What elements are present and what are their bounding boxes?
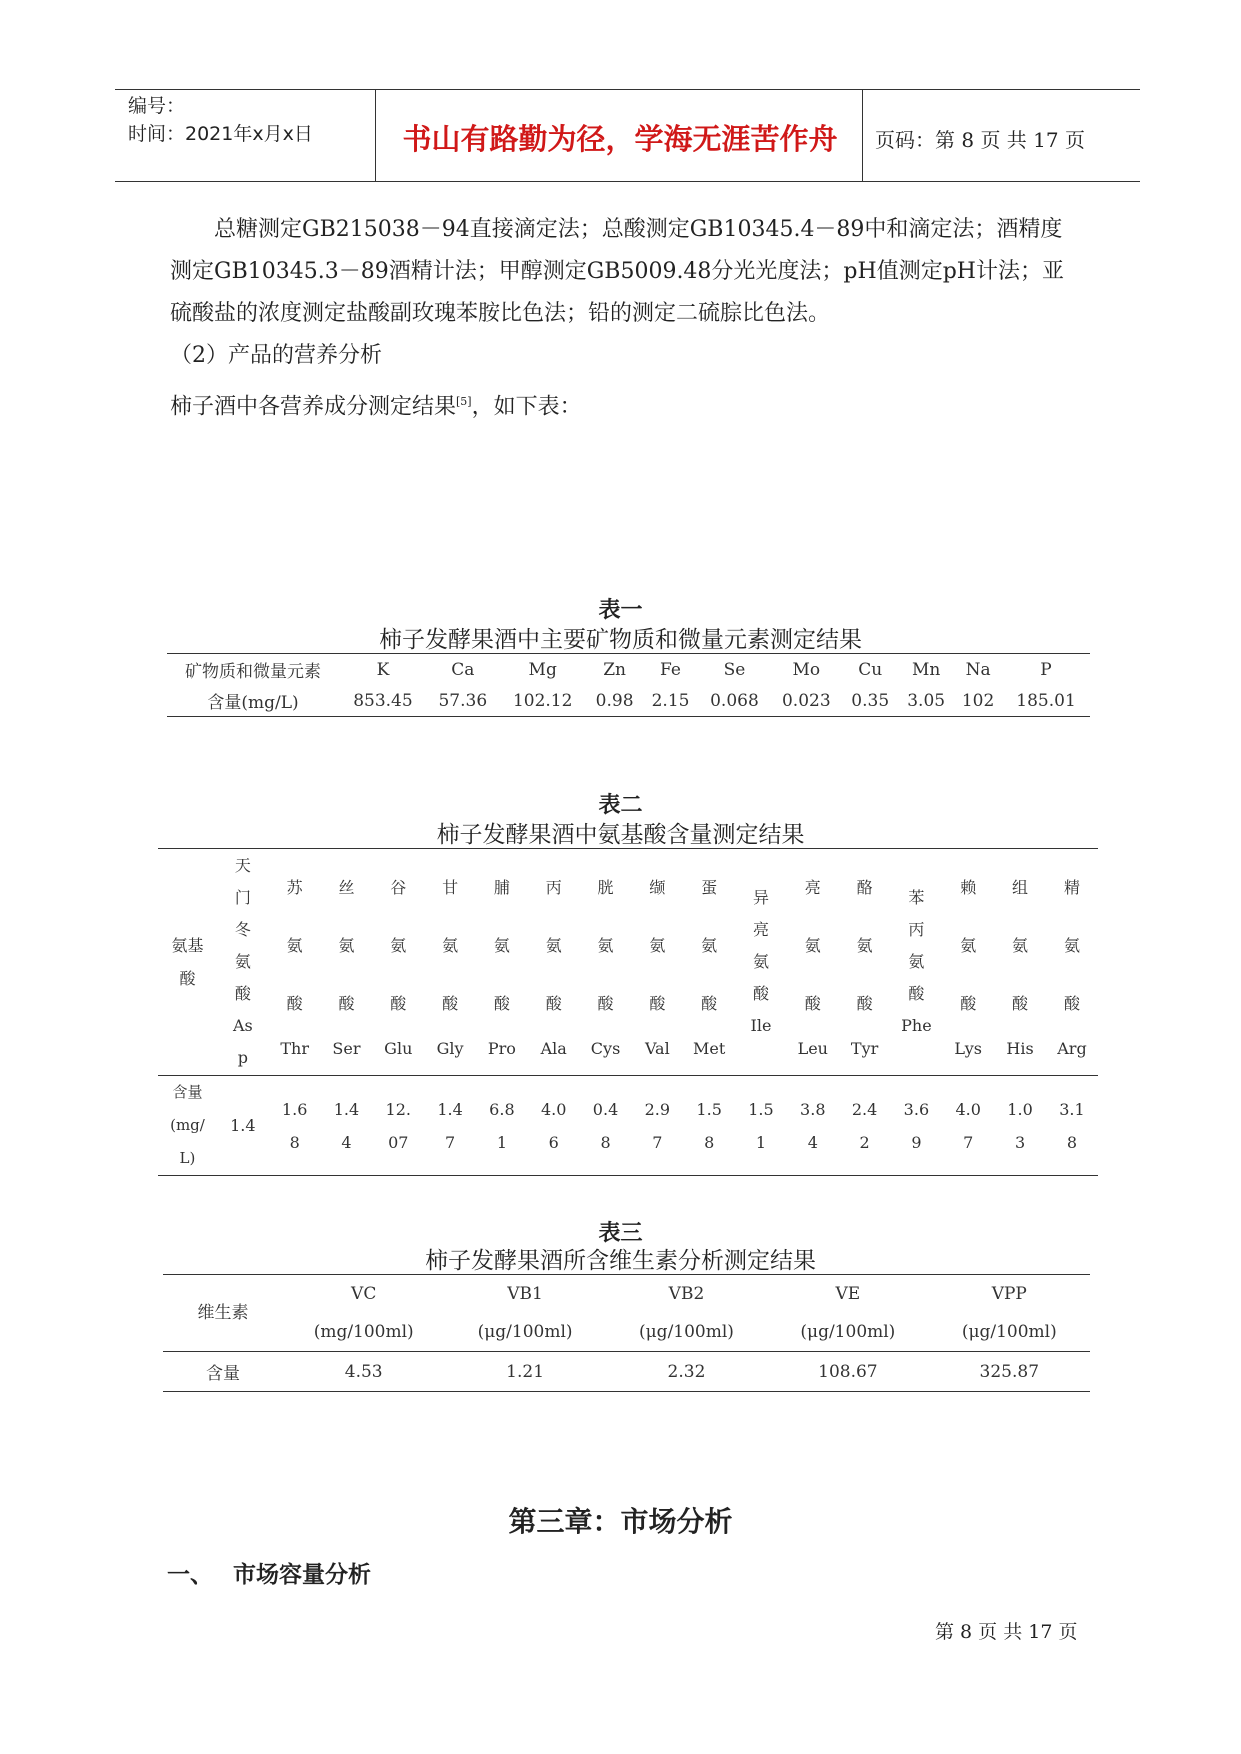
amino-acid-abbr: Cys [590,1039,621,1058]
mineral-value: 102 [961,690,995,711]
amino-acid-abbr: Ser [332,1039,361,1058]
amino-acid-value-cell [476,1076,528,1176]
amino-acid-abbr: Thr [280,1039,309,1058]
amino-acid-header-cell [839,849,891,1076]
vitamin-unit: (μg/100ml) [961,1322,1057,1342]
intro-sentence [170,381,1090,428]
amino-acid-header-cell [994,849,1046,1076]
amino-acid-name: 亮氨酸 [804,878,821,1013]
mineral-element: Mg [528,659,557,680]
amino-acid-header-cell [424,849,476,1076]
amino-acid-name: 组氨酸 [1012,878,1029,1013]
mineral-value-row [167,685,1090,717]
vitamin-unit: (μg/100ml) [800,1322,896,1342]
mineral-value: 57.36 [438,690,488,711]
amino-acid-value: 6.81 [489,1099,515,1152]
amino-acid-value-cell [1046,1076,1098,1176]
section-title: 市场容量分析 [233,1562,371,1588]
amino-acid-header-cell [372,849,424,1076]
vitamin-header-label: 维生素 [197,1303,249,1323]
table3-title: 柿子发酵果酒所含维生素分析测定结果 [425,1248,816,1274]
mineral-element: Na [965,659,991,680]
header-meta [128,92,313,148]
amino-acid-abbr: Gly [436,1039,464,1058]
mineral-table [167,653,1090,717]
vitamin-name: VB2 [668,1284,705,1304]
amino-acid-value: 1.03 [1007,1099,1033,1152]
intro-reference: [5] [456,395,472,408]
mineral-header-row [167,654,1090,686]
amino-acid-value-cell [631,1076,683,1176]
amino-acid-abbr: Asp [232,1016,253,1067]
mineral-value: 2.15 [651,690,690,711]
amino-acid-name: 天门冬氨酸 [234,856,251,1003]
amino-acid-value: 3.18 [1059,1099,1085,1152]
amino-acid-abbr: Met [693,1039,726,1058]
mineral-element: Mn [911,659,941,680]
method-line-1: 总糖测定GB215038－94直接滴定法；总酸测定GB10345.4－89中和滴定法；酒精度 [214,217,1063,242]
table2-title: 柿子发酵果酒中氨基酸含量测定结果 [436,822,805,848]
amino-acid-value-cell [942,1076,994,1176]
amino-acid-table [158,848,1098,1176]
amino-row-label: 含量(mg/L) [158,1076,217,1176]
vitamin-unit: (μg/100ml) [477,1322,573,1342]
chapter-title: 第三章：市场分析 [508,1505,733,1538]
amino-acid-value-cell [528,1076,580,1176]
vitamin-name: VB1 [507,1284,543,1304]
mineral-element: P [1040,659,1052,680]
vitamin-name-cell [606,1275,767,1352]
amino-acid-name: 缬氨酸 [649,878,666,1013]
mineral-value: 0.35 [851,690,890,711]
vitamin-name: VE [835,1284,861,1304]
vitamin-name-cell [283,1275,444,1352]
mineral-value: 102.12 [512,690,573,711]
section-heading [167,1556,371,1589]
amino-acid-value: 4.07 [955,1099,981,1152]
vitamin-row-label: 含量 [163,1352,283,1392]
amino-header-label: 氨基酸 [171,936,204,988]
amino-acid-header-cell [891,849,943,1076]
amino-acid-value: 1.4 [230,1116,256,1135]
amino-acid-name: 甘氨酸 [442,878,459,1013]
table2-caption: 表二 [598,793,643,818]
mineral-element: K [376,659,390,680]
vitamin-value: 2.32 [606,1352,767,1392]
amino-acid-value: 3.69 [903,1099,930,1152]
amino-acid-value-cell [269,1076,321,1176]
mineral-value: 853.45 [353,690,413,711]
amino-acid-header-cell [683,849,735,1076]
mineral-value: 0.023 [781,690,831,711]
header-divider-right [862,89,863,182]
amino-acid-header-cell [942,849,994,1076]
amino-acid-abbr: Tyr [850,1039,879,1058]
amino-acid-abbr: Lys [954,1039,983,1058]
vitamin-value: 4.53 [283,1352,444,1392]
mineral-element: Zn [603,659,626,680]
vitamin-value-row [163,1352,1090,1392]
method-line-2: 测定GB10345.3－89酒精计法；甲醇测定GB5009.48分光光度法；pH值测定pH计法；亚 [170,259,1064,284]
amino-acid-abbr: Leu [797,1039,828,1058]
amino-acid-value: 0.48 [592,1099,619,1152]
header-divider-left [375,89,376,182]
amino-acid-name: 丙氨酸 [545,878,562,1013]
amino-acid-name: 谷氨酸 [390,878,407,1013]
amino-acid-name: 丝氨酸 [338,878,355,1013]
amino-acid-value-cell [994,1076,1046,1176]
amino-acid-value: 1.58 [696,1099,722,1152]
amino-acid-abbr: Glu [384,1039,413,1058]
amino-acid-header-cell [321,849,373,1076]
amino-acid-header-cell [476,849,528,1076]
amino-acid-header-cell [1046,849,1098,1076]
amino-acid-name: 异亮氨酸 [752,888,769,1003]
table3-caption: 表三 [598,1221,643,1246]
vitamin-name-cell [767,1275,928,1352]
vitamin-name-cell [929,1275,1090,1352]
vitamin-unit: (μg/100ml) [639,1322,734,1342]
amino-acid-name: 苯丙氨酸 [908,888,925,1003]
intro-suffix: ，如下表： [471,394,582,420]
mineral-element: Mo [792,659,821,680]
vitamin-unit: (mg/100ml) [313,1322,414,1342]
amino-value-row [158,1076,1098,1176]
mineral-element: Ca [451,659,475,680]
header-top-rule [115,89,1140,90]
header-motto: 书山有路勤为径，学海无涯苦作舟 [402,122,838,156]
amino-acid-name: 赖氨酸 [960,878,977,1013]
mineral-element: Se [723,659,746,680]
amino-acid-name: 苏氨酸 [286,878,303,1013]
vitamin-value: 108.67 [767,1352,928,1392]
amino-acid-abbr: Ala [540,1039,567,1058]
amino-header-row [158,849,1098,1076]
nutrition-subheading: （2）产品的营养分析 [170,343,382,368]
amino-acid-value-cell [580,1076,632,1176]
mineral-value: 185.01 [1016,690,1076,711]
amino-acid-header-cell [217,849,269,1076]
amino-acid-name: 精氨酸 [1063,878,1080,1013]
amino-acid-value-cell [839,1076,891,1176]
vitamin-name: VPP [991,1284,1027,1304]
method-line-3: 硫酸盐的浓度测定盐酸副玫瑰苯胺比色法；铅的测定二硫腙比色法。 [170,301,831,326]
amino-acid-abbr: His [1006,1039,1034,1058]
amino-acid-value-cell [321,1076,373,1176]
amino-acid-header-cell [580,849,632,1076]
table1-caption: 表一 [598,598,643,623]
amino-acid-value-cell [683,1076,735,1176]
mineral-value: 0.98 [595,690,634,711]
vitamin-table [163,1274,1090,1392]
amino-acid-header-cell [631,849,683,1076]
vitamin-name: VC [351,1284,377,1304]
amino-acid-value: 1.44 [333,1099,360,1152]
amino-acid-header-cell [528,849,580,1076]
mineral-value: 0.068 [710,690,759,711]
amino-acid-value: 12.07 [385,1099,411,1152]
amino-acid-header-cell [269,849,321,1076]
amino-acid-abbr: Ile [750,1016,772,1035]
amino-acid-value-cell [787,1076,839,1176]
vitamin-header-row [163,1275,1090,1352]
method-paragraph [170,209,1090,335]
amino-acid-value: 2.97 [644,1099,671,1152]
amino-acid-header-cell [735,849,787,1076]
amino-acid-abbr: Pro [487,1039,516,1058]
intro-prefix: 柿子酒中各营养成分测定结果 [170,394,457,420]
header-bottom-rule [115,181,1140,182]
header-time-label: 时间：2021年x月x日 [128,123,313,145]
amino-acid-abbr: Val [644,1039,670,1058]
table1-title: 柿子发酵果酒中主要矿物质和微量元素测定结果 [379,627,862,653]
header-page-label: 页码：第 8 页 共 17 页 [875,128,1085,152]
mineral-row-label: 含量(mg/L) [207,693,299,713]
amino-acid-value: 1.47 [437,1099,463,1152]
amino-acid-name: 脯氨酸 [493,878,510,1013]
amino-acid-name: 胱氨酸 [597,878,614,1013]
amino-acid-abbr: Arg [1057,1039,1087,1058]
amino-acid-header-cell [787,849,839,1076]
vitamin-value: 325.87 [929,1352,1090,1392]
amino-acid-value: 4.06 [540,1099,567,1152]
mineral-element: Cu [858,659,883,680]
amino-acid-value-cell [735,1076,787,1176]
amino-acid-value: 1.51 [748,1099,774,1152]
mineral-element: Fe [660,659,681,680]
amino-acid-value-cell [424,1076,476,1176]
section-number: 一、 [167,1562,213,1588]
amino-acid-name: 蛋氨酸 [701,878,718,1013]
amino-acid-value-cell [217,1076,269,1176]
amino-acid-value: 3.84 [800,1099,826,1152]
amino-acid-value: 1.68 [281,1099,308,1152]
amino-acid-abbr: Phe [901,1016,932,1035]
page-footer: 第 8 页 共 17 页 [935,1621,1078,1643]
mineral-value: 3.05 [907,690,946,711]
amino-acid-value: 2.42 [851,1099,878,1152]
vitamin-value: 1.21 [444,1352,605,1392]
header-number-label: 编号： [128,95,186,117]
amino-acid-value-cell [891,1076,943,1176]
amino-acid-value-cell [372,1076,424,1176]
vitamin-name-cell [444,1275,605,1352]
mineral-header-label: 矿物质和微量元素 [185,662,321,682]
amino-acid-name: 酪氨酸 [856,878,873,1013]
